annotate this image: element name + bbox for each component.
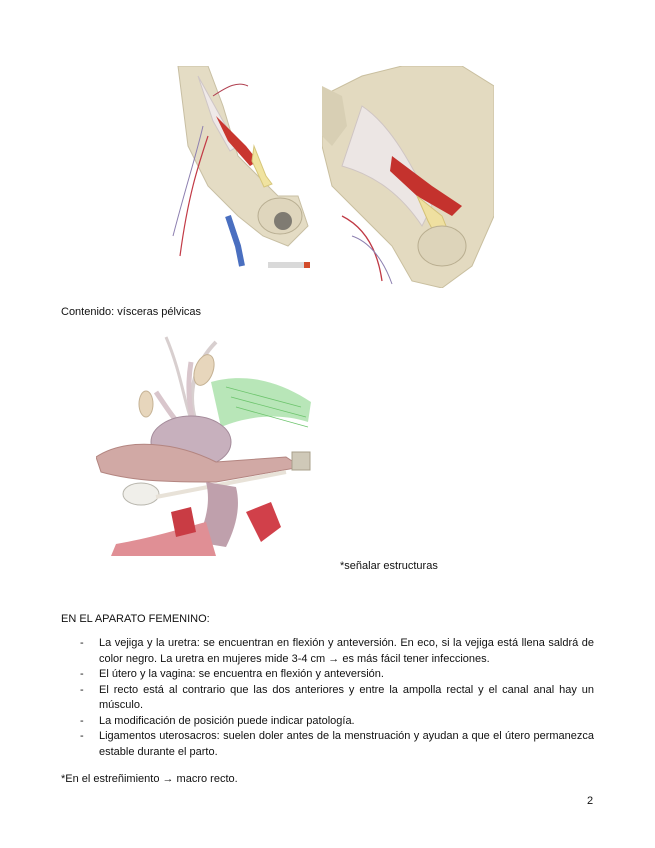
list-item: - El recto está al contrario que las dos anteriores y entre la ampolla rectal y el canal anal hay un músculo. [80, 683, 594, 714]
footnote: *En el estreñimiento → macro recto. [61, 773, 238, 785]
female-system-bullet-list [80, 636, 594, 760]
pelvis-lateral-illustration [168, 66, 310, 272]
list-item: - La vejiga y la uretra: se encuentran en flexión y anteversión. En eco, si la vejiga está llena saldrá de color negro. La uretra en mujeres mide 3-4 cm → es más fácil tener infecciones. [80, 636, 594, 667]
female-pelvic-viscera-illustration [96, 332, 318, 556]
section-heading: EN EL APARATO FEMENINO: [61, 613, 210, 625]
list-item: - El útero y la vagina: se encuentra en flexión y anteversión. [80, 667, 594, 683]
page-number: 2 [587, 795, 594, 807]
list-item: - Ligamentos uterosacros: suelen doler antes de la menstruación y ayudan a que el útero permanezca estable durante el parto. [80, 729, 594, 760]
figure-caption-label-structures: *señalar estructuras [340, 560, 438, 572]
pelvis-anterior-illustration [322, 66, 494, 288]
figure-caption-pelvic-viscera: Contenido: vísceras pélvicas [61, 306, 202, 318]
list-item: - La modificación de posición puede indicar patología. [80, 714, 594, 730]
